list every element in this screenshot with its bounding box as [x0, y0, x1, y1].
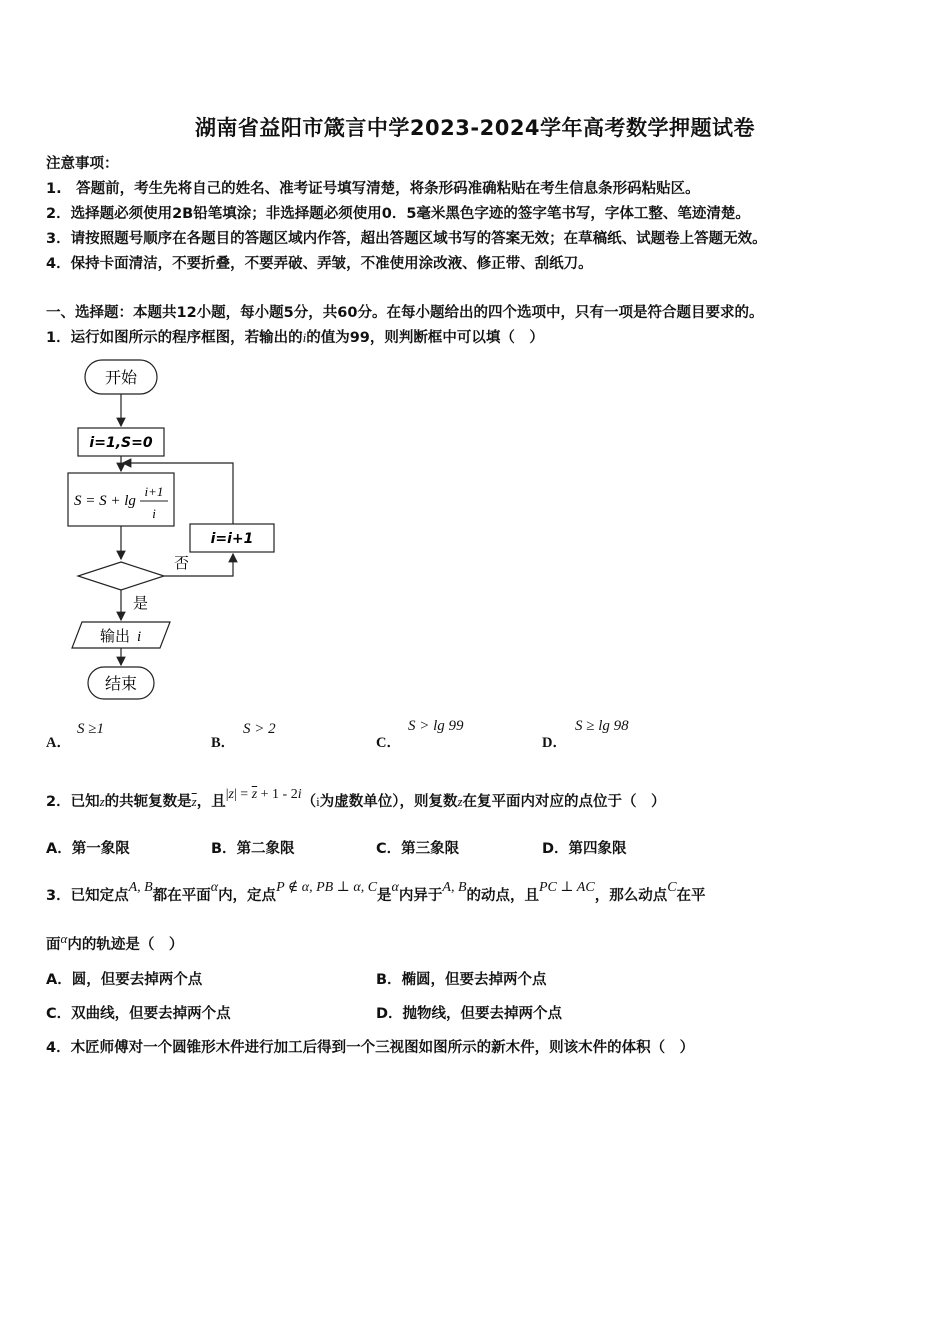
q3-math-alpha: α [210, 880, 219, 895]
q2-part5: 为虚数单位），则复数 [319, 794, 458, 810]
q2-option-c[interactable] [376, 837, 459, 858]
q2-option-a[interactable] [46, 837, 130, 858]
q2-option-d[interactable] [542, 837, 627, 858]
q3-part8: 在平 [676, 888, 706, 904]
q3-part4: 是 [377, 888, 392, 904]
q1-option-a-letter: A． [46, 735, 71, 751]
q2-z2: z [457, 794, 463, 809]
q2-eq-i: i [297, 787, 302, 802]
flow-decision-node [78, 562, 164, 590]
q2-option-b-letter: B． [211, 841, 237, 857]
q1-stem [46, 326, 544, 347]
q2-z1: z [99, 794, 105, 809]
q1-stem-a: 1．运行如图所示的程序框图，若输出的 [46, 330, 303, 346]
q1-flowchart [60, 355, 290, 705]
q3-part5: 内异于 [398, 888, 443, 904]
q2-option-a-letter: A． [46, 841, 72, 857]
q2-option-b-text: 第二象限 [236, 841, 295, 857]
flow-formula-denominator: i [152, 506, 156, 521]
q1-option-a[interactable] [46, 731, 71, 752]
q3-option-d-letter: D． [376, 1006, 403, 1022]
q1-option-c-math: S > lg 99 [408, 718, 464, 734]
q3-part7: ，那么动点 [594, 888, 668, 904]
q1-option-b[interactable] [211, 731, 235, 752]
q2-zbar: $\overline{z}$ [191, 794, 197, 809]
q3-line2-part2: 内的轨迹是（ ） [67, 937, 184, 953]
q1-var-i: i [302, 330, 307, 345]
q2-part3: ，且 [196, 794, 226, 810]
notice-item-3: 3．请按照题号顺序在各题目的答题区域内作答，超出答题区域书写的答案无效；在草稿纸、试题卷上答题无效。 [46, 231, 767, 247]
q2-option-c-text: 第三象限 [401, 841, 460, 857]
q3-option-b-letter: B． [376, 972, 402, 988]
notice-heading: 注意事项： [46, 156, 119, 172]
q3-option-d-text: 抛物线，但要去掉两个点 [402, 1006, 563, 1022]
q1-stem-b: 的值为99，则判断框中可以填（ ） [306, 330, 544, 346]
q2-i-unit: i [316, 794, 320, 809]
q2-eq-equals: = [240, 787, 252, 802]
q3-option-b-text: 椭圆，但要去掉两个点 [401, 972, 547, 988]
q3-math-p: P ∉ α, PB ⊥ α, C [276, 880, 378, 895]
q3-math-c: C [667, 880, 677, 895]
q3-part3: 内，定点 [218, 888, 277, 904]
q3-option-c-text: 双曲线，但要去掉两个点 [71, 1006, 231, 1022]
q2-equation: $|z| = \overline{z} + 1 - 2i$ [225, 787, 302, 802]
q2-option-d-text: 第四象限 [568, 841, 627, 857]
flow-yes-label: 是 [133, 594, 149, 612]
q4-stem: 4．木匠师傅对一个圆锥形木件进行加工后得到一个三视图如图所示的新木件，则该木件的体积（ ） [46, 1040, 695, 1056]
q3-math-alpha2: α [391, 880, 399, 895]
q3-stem-line1 [46, 880, 706, 905]
q2-part1: 2．已知 [46, 794, 100, 810]
q2-eq-zbar: $\overline{z}$ [251, 787, 258, 802]
q1-option-d-math: S ≥ lg 98 [575, 718, 629, 734]
page-title: 湖南省益阳市箴言中学2023-2024学年高考数学押题试卷 [194, 116, 756, 140]
flow-formula-left: S = S + lg [74, 493, 136, 509]
q3-part1: 3．已知定点 [46, 888, 129, 904]
q3-stem-line2 [46, 933, 183, 954]
q2-part6: 在复平面内对应的点位于（ ） [462, 794, 666, 810]
q2-part2: 的共轭复数是 [104, 794, 192, 810]
q3-part2: 都在平面 [152, 888, 211, 904]
flow-no-label: 否 [174, 554, 190, 572]
q2-stem [46, 787, 666, 811]
q2-eq-tail: + 1 - 2 [257, 787, 298, 802]
q3-option-c[interactable] [46, 1002, 231, 1023]
q3-math-pc: PC ⊥ AC [539, 880, 595, 895]
flow-init-label: i=1,S=0 [89, 435, 153, 451]
q3-option-a[interactable] [46, 968, 202, 989]
q1-option-b-math: S > 2 [243, 721, 276, 737]
q1-option-a-math: S ≥1 [77, 721, 104, 737]
q3-option-b[interactable] [376, 968, 547, 989]
notice-item-1: 1. 答题前，考生先将自己的姓名、准考证号填写清楚，将条形码准确粘贴在考生信息条形码粘贴区。 [46, 181, 700, 197]
q2-option-d-letter: D． [542, 841, 569, 857]
notice-item-2: 2．选择题必须使用2B铅笔填涂；非选择题必须使用0．5毫米黑色字迹的签字笔书写，字体工整、笔迹清楚。 [46, 206, 750, 222]
q2-option-c-letter: C． [376, 841, 402, 857]
q3-line2-alpha: α [60, 931, 68, 946]
section-heading: 一、选择题：本题共12小题，每小题5分，共60分。在每小题给出的四个选项中，只有一项是符合题目要求的。 [46, 305, 764, 321]
q1-option-c[interactable] [376, 731, 401, 752]
q1-option-c-letter: C． [376, 735, 401, 751]
notice-item-4: 4．保持卡面清洁，不要折叠，不要弄破、弄皱，不准使用涂改液、修正带、刮纸刀。 [46, 256, 593, 272]
flow-formula-numerator: i+1 [144, 484, 164, 499]
q3-option-c-letter: C． [46, 1006, 72, 1022]
flow-output-label: 输出 [100, 627, 131, 645]
flow-start-label: 开始 [104, 368, 138, 387]
q1-option-d-letter: D． [542, 735, 567, 751]
q1-option-b-letter: B． [211, 735, 236, 751]
q3-option-a-letter: A． [46, 972, 72, 988]
q3-option-a-text: 圆，但要去掉两个点 [71, 972, 203, 988]
q3-option-d[interactable] [376, 1002, 562, 1023]
q2-eq-z: z [228, 787, 234, 802]
q3-math-ab: A, B [128, 880, 153, 895]
flow-increment-label: i=i+1 [210, 531, 254, 547]
flow-output-var: i [137, 629, 142, 645]
q2-part4: （ [301, 794, 317, 810]
q2-option-b[interactable] [211, 837, 295, 858]
q3-line2-part1: 面 [46, 937, 61, 953]
q3-math-ab2: A, B [442, 880, 467, 895]
q3-part6: 的动点，且 [466, 888, 539, 904]
flow-end-label: 结束 [104, 674, 138, 693]
q2-option-a-text: 第一象限 [71, 841, 130, 857]
q1-option-d[interactable] [542, 731, 567, 752]
